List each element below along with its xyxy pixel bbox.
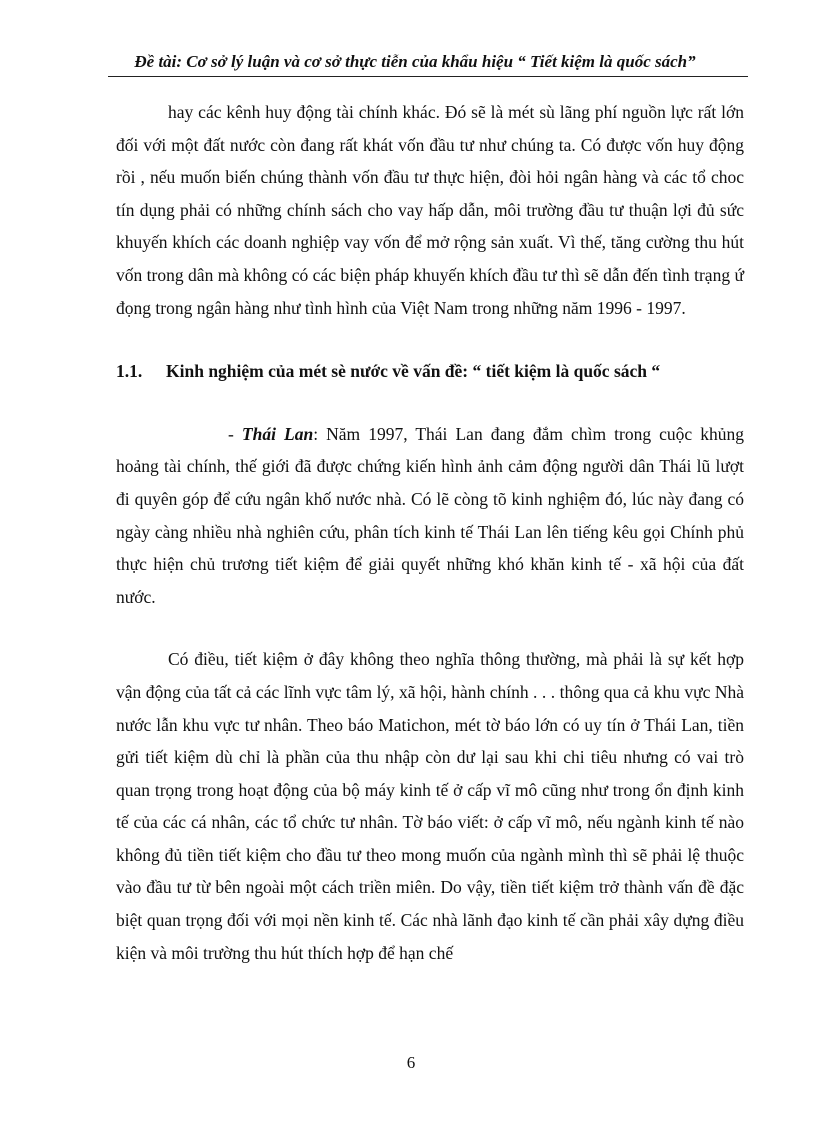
thailand-prefix: - xyxy=(228,423,242,444)
document-body xyxy=(116,96,744,969)
section-heading xyxy=(116,355,744,388)
paragraph-savings: Có điều, tiết kiệm ở đây không theo nghĩa thông thường, mà phải là sự kết hợp vận động của tất cả các lĩnh vực tâm lý, xã hội, hành chính . . . thông qua cả khu vực Nhà nước lẫn khu vực tư nhân. Theo báo Matichon, mét tờ báo lớn có uy tín ở Thái Lan, tiền gửi tiết kiệm dù chỉ là phần của thu nhập còn dư lại sau khi chi tiêu nhưng có vai trò quan trọng trong hoạt động của bộ máy kinh tế ở cấp vĩ mô cũng như trong ổn định kinh tế của các cá nhân, các tổ chức tư nhân. Tờ báo viết: ở cấp vĩ mô, nếu ngành kinh tế nào không đủ tiền tiết kiệm cho đầu tư theo mong muốn của ngành mình thì sẽ phải lệ thuộc vào đầu tư từ bên ngoài một cách triền miên. Do vậy, tiền tiết kiệm trở thành vấn đề đặc biệt quan trọng đối với mọi nền kinh tế. Các nhà lãnh đạo kinh tế cần phải xây dựng điều kiện và môi trường thu hút thích hợp để hạn chế xyxy=(116,649,744,963)
page-number: 6 xyxy=(406,1053,416,1072)
thailand-text: : Năm 1997, Thái Lan đang đắm chìm trong cuộc khủng hoảng tài chính, thế giới đã được chứng kiến hình ảnh cảm động người dân Thái lũ lượt đi quyên góp để cứu ngân khố nước nhà. Có lẽ còng tõ kinh nghiệm đó, lúc này đang có ngày càng nhiều nhà nghiên cứu, phân tích kinh tế Thái Lan lên tiếng kêu gọi Chính phủ thực hiện chủ trương tiết kiệm để giải quyết những khó khăn kinh tế - xã hội của đất nước. xyxy=(116,423,744,607)
paragraph-funding: hay các kênh huy động tài chính khác. Đó sẽ là mét sù lãng phí nguồn lực rất lớn đối với một đất nước còn đang rất khát vốn đầu tư như chúng ta. Có được vốn huy động rồi , nếu muốn biến chúng thành vốn đầu tư thực hiện, đòi hỏi ngân hàng và các tổ choc tín dụng phải có những chính sách cho vay hấp dẫn, môi trường đầu tư thuận lợi đủ sức khuyến khích các doanh nghiệp vay vốn để mở rộng sản xuất. Vì thế, tăng cường thu hút vốn trong dân mà không có các biện pháp khuyến khích đầu tư thì sẽ dẫn đến tình trạng ứ đọng trong ngân hàng như tình hình của Việt Nam trong những năm 1996 - 1997. xyxy=(116,102,744,318)
document-header-title: Đề tài: Cơ sở lý luận và cơ sở thực tiễn của khẩu hiệu “ Tiết kiệm là quốc sách” xyxy=(134,52,696,71)
section-number: 1.1. xyxy=(116,361,143,382)
header-divider xyxy=(108,76,748,77)
paragraph-thailand xyxy=(116,418,744,614)
thailand-country-label: Thái Lan xyxy=(241,423,314,444)
section-title: Kinh nghiệm của mét sè nước về vấn đề: “ tiết kiệm là quốc sách “ xyxy=(166,361,661,382)
